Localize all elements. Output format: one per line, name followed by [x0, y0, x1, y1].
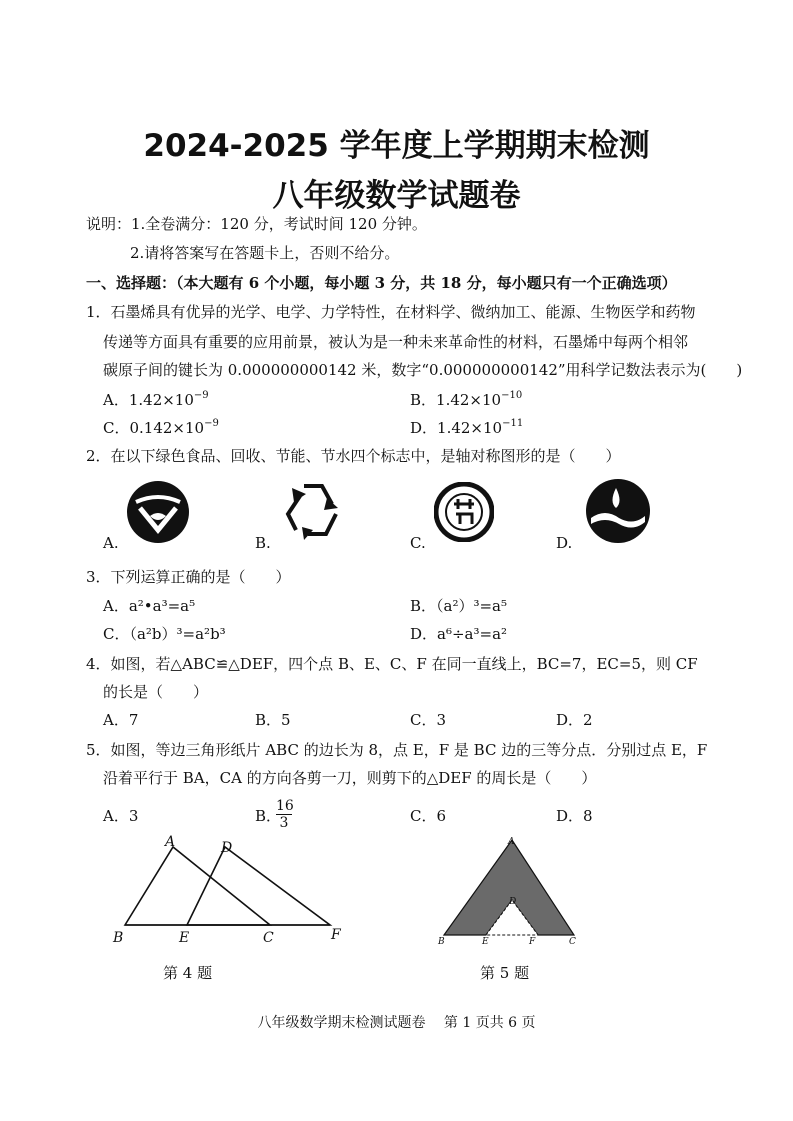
- q5-option-a: A．3: [103, 807, 139, 825]
- triangle-def: [187, 847, 330, 925]
- exam-title: 2024-2025 学年度上学期期末检测: [143, 128, 650, 164]
- q1-option-c: C．$0.142\times 10^{-9}$: [103, 418, 219, 437]
- q1-line2: 传递等方面具有重要的应用前景，被认为是一种未来革命性的材料，石墨烯中每两个相邻: [103, 333, 689, 351]
- q5-option-b-label: B．: [255, 807, 282, 825]
- instruction-2: 2.请将答案写在答题卡上，否则不给分。: [130, 244, 400, 262]
- fraction-numerator: 16: [276, 798, 294, 814]
- q5-option-c: C．6: [410, 807, 447, 825]
- q4-option-d: D．2: [556, 711, 593, 729]
- q4-line1: 4．如图，若△ABC≌△DEF，四个点 B、E、C、F 在同一直线上，BC=7，EC=5，则 CF: [86, 655, 698, 673]
- q2-stem: 2．在以下绿色食品、回收、节能、节水四个标志中，是轴对称图形的是（ ）: [86, 447, 621, 465]
- fig5-label-e: E: [482, 937, 489, 947]
- triangle-abc: [125, 847, 270, 925]
- q2-label-c: C.: [410, 534, 426, 552]
- q3-option-c: C．（a²b）³=a²b³: [103, 625, 226, 643]
- recycle-icon: [280, 478, 346, 544]
- q5-option-d: D．8: [556, 807, 593, 825]
- fig4-label-e: E: [179, 930, 190, 946]
- exam-subtitle: 八年级数学试题卷: [272, 178, 521, 214]
- figure-5-diagram: [432, 832, 592, 947]
- fig4-label-b: B: [113, 930, 124, 946]
- q5-option-b-fraction: [276, 798, 292, 831]
- figure-4-diagram: [105, 832, 355, 947]
- q3-option-b: B．（a²）³=a⁵: [410, 597, 508, 615]
- fig5-label-f: F: [529, 937, 536, 947]
- q1-option-b: B．$1.42\times 10^{-10}$: [410, 390, 523, 409]
- fig4-label-f: F: [331, 927, 341, 943]
- fig4-label-a: A: [165, 834, 176, 850]
- q2-label-b: B.: [255, 534, 271, 552]
- figure-4-caption: 第 4 题: [163, 964, 213, 982]
- q4-line2: 的长是（ ）: [103, 683, 209, 701]
- q4-option-a: A．7: [103, 711, 139, 729]
- page-footer: 八年级数学期末检测试题卷 第 1 页共 6 页: [257, 1015, 536, 1031]
- q1-option-d: D．$1.42\times 10^{-11}$: [410, 418, 524, 437]
- section-heading: 一、选择题：（本大题有 6 个小题，每小题 3 分，共 18 分，每小题只有一个正确选项）: [86, 274, 677, 292]
- q1-option-a: A．$1.42\times 10^{-9}$: [103, 390, 209, 409]
- figure-5-caption: 第 5 题: [480, 964, 530, 982]
- water-saving-icon: [585, 478, 651, 544]
- q2-label-d: D.: [556, 534, 573, 552]
- q4-option-b: B．5: [255, 711, 291, 729]
- energy-saving-icon: [434, 482, 494, 542]
- fig4-label-c: C: [263, 930, 274, 946]
- fraction-denominator: 3: [276, 814, 292, 831]
- q3-option-d: D．a⁶÷a³=a²: [410, 625, 508, 643]
- instruction-1: 说明：1.全卷满分：120 分，考试时间 120 分钟。: [86, 215, 427, 233]
- q3-option-a: A．a²•a³=a⁵: [103, 597, 196, 615]
- q1-line3: 碳原子间的键长为 0.000000000142 米，数字“0.000000000142”用科学记数法表示为( ): [103, 361, 743, 379]
- fig5-label-d: D: [509, 897, 517, 907]
- q5-line2: 沿着平行于 BA，CA 的方向各剪一刀，则剪下的△DEF 的周长是（ ）: [103, 769, 597, 787]
- q2-label-a: A.: [103, 534, 119, 552]
- green-food-icon: [126, 480, 190, 544]
- q5-line1: 5．如图，等边三角形纸片 ABC 的边长为 8，点 E，F 是 BC 边的三等分点．分别过点 E，F: [86, 741, 708, 759]
- fig5-label-b: B: [438, 937, 445, 947]
- fig4-label-d: D: [221, 840, 233, 856]
- fig5-label-a: A: [508, 837, 515, 847]
- q1-line1: 1．石墨烯具有优异的光学、电学、力学特性，在材料学、微纳加工、能源、生物医学和药物: [86, 303, 696, 321]
- fig5-label-c: C: [569, 937, 576, 947]
- q3-stem: 3．下列运算正确的是（ ）: [86, 568, 291, 586]
- q4-option-c: C．3: [410, 711, 447, 729]
